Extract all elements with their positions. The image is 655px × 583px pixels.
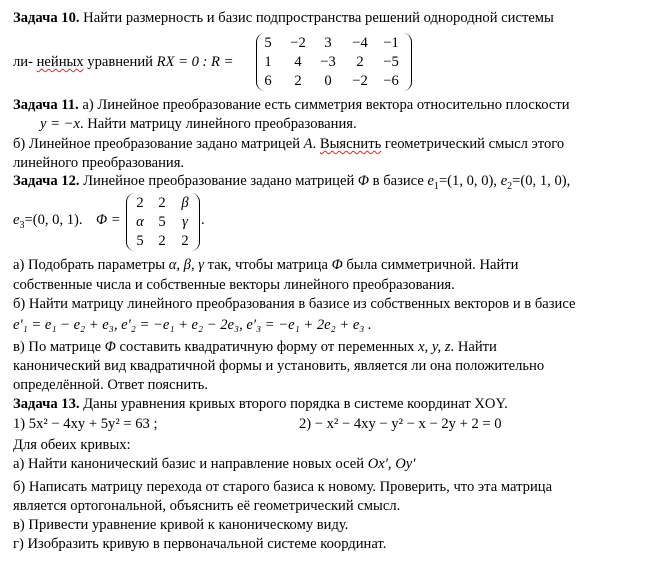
- matrix-phi: [126, 193, 200, 251]
- task10-line2: [13, 53, 233, 71]
- task11-text1: а) Линейное преобразование есть симметрия вектора относительно плоскости: [78, 97, 570, 113]
- task12-text1a: Линейное преобразование задано матрицей: [79, 173, 358, 189]
- task12-a-text1c: была симметричной. Найти: [342, 257, 519, 273]
- task12-a-line1: [13, 256, 518, 274]
- task13-both: Для обеих кривых:: [13, 437, 131, 453]
- task12-a-line2: собственные числа и собственные векторы линейного преобразования.: [13, 277, 455, 293]
- matrix-r-cell: −2: [352, 73, 368, 89]
- task12-label: Задача 12.: [13, 173, 80, 189]
- task12-e3: e: [13, 212, 20, 228]
- task12-e1: e: [427, 173, 434, 189]
- task10-label: Задача 10.: [13, 10, 80, 26]
- matrix-r-cell: 2: [356, 54, 364, 70]
- task12-e3-sub: 3: [19, 219, 25, 231]
- matrix-phi-cell: 5: [136, 233, 144, 249]
- task12-a-text1a: а) Подобрать параметры: [13, 257, 169, 273]
- task11-b-var: A: [303, 136, 313, 152]
- task12-line2: [13, 211, 83, 229]
- task11-b-line1: [13, 135, 564, 153]
- task12-b-basis: e′₁ = e₁ − e₂ + e₃, e′₂ = −e₁ + e₂ − 2e₃, e′₃ = −e₁ + 2e₂ + e₃ .: [13, 317, 372, 333]
- matrix-r-cell: 3: [324, 35, 332, 51]
- task11-b-wavy: Выяснить: [319, 136, 382, 152]
- task12-var: Φ: [357, 173, 370, 189]
- matrix-r-cell: −1: [383, 35, 399, 51]
- matrix-r-cell: 5: [264, 35, 272, 51]
- task12-text1b: в базисе: [369, 173, 428, 189]
- task12-c-line3: определённой. Ответ пояснить.: [13, 377, 208, 393]
- task13-a-line: [13, 455, 415, 473]
- matrix-r-cell: −5: [383, 54, 399, 70]
- matrix-r-cell: 6: [264, 73, 272, 89]
- task13-label: Задача 13.: [13, 396, 80, 412]
- matrix-phi-cell: 2: [158, 233, 166, 249]
- task13-a-axes: Ox′, Oy′: [367, 456, 416, 472]
- task11-label: Задача 11.: [13, 97, 79, 113]
- task12-b-line1: б) Найти матрицу линейного преобразования в базисе из собственных векторов и в базисе: [13, 296, 576, 312]
- task12-c-vars: x, y, z: [418, 339, 451, 355]
- matrix-phi-cell: β: [181, 195, 189, 211]
- task11-b-line2: линейного преобразования.: [13, 155, 185, 171]
- matrix-phi-cell: 5: [158, 214, 166, 230]
- matrix-phi-cell: γ: [182, 214, 188, 230]
- task13-b-line2: является ортогональной, объяснить её геометрический смысл.: [13, 498, 401, 514]
- matrix-r-cell: 4: [294, 54, 302, 70]
- matrix-phi-cell: α: [136, 214, 144, 230]
- matrix-r: [256, 33, 412, 91]
- task10-text2c: уравнений: [83, 54, 157, 70]
- task10-line1: [13, 9, 554, 27]
- task13-d-line: г) Изобразить кривую в первоначальной системе координат.: [13, 536, 387, 552]
- task12-c-var: Φ: [104, 339, 116, 355]
- task12-c-line2: канонический вид квадратичной формы и установить, является ли она положительно: [13, 358, 545, 374]
- task11-b-text1a: б) Линейное преобразование задано матрицей: [13, 136, 304, 152]
- task13-c-line: в) Привести уравнение кривой к каноническому виду.: [13, 517, 349, 533]
- task13-line1: [13, 395, 508, 413]
- task13-b-line1: б) Написать матрицу перехода от старого базиса к новому. Проверить, что эта матрица: [13, 479, 553, 495]
- task13-curve1: 1) 5x² − 4xy + 5y² = 63 ;: [13, 416, 158, 432]
- task12-a-params: α, β, γ: [168, 257, 204, 273]
- task12-e2: e: [500, 173, 508, 189]
- task12-e2-val: =(0, 1, 0),: [512, 173, 571, 189]
- matrix-r-cell: −4: [352, 35, 368, 51]
- task12-phi-eq: Φ =: [96, 212, 121, 228]
- matrix-phi-cell: 2: [136, 195, 144, 211]
- matrix-r-cell: 1: [264, 54, 272, 70]
- matrix-r-cell: 0: [324, 73, 332, 89]
- task12-c-text1c: . Найти: [450, 339, 497, 355]
- task12-e3-val: =(0, 0, 1).: [24, 212, 83, 228]
- matrix-r-cell: −6: [383, 73, 399, 89]
- task10-equation: RX = 0 : R =: [156, 54, 234, 70]
- task11-b-text1b: .: [312, 136, 320, 152]
- matrix-phi-cell: 2: [158, 195, 166, 211]
- task12-e2-sub: 2: [507, 180, 513, 192]
- matrix-r-cell: −2: [290, 35, 306, 51]
- task11-plane: y = −x: [40, 116, 80, 132]
- matrix-r-cell: 2: [294, 73, 302, 89]
- task12-c-text1a: в) По матрице: [13, 339, 105, 355]
- task12-e1-sub: 1: [433, 180, 439, 192]
- task12-a-text1b: так, чтобы матрица: [204, 257, 332, 273]
- task12-period: .: [201, 212, 205, 228]
- task12-line1: [13, 172, 570, 190]
- task10-text1: Найти размерность и базис подпространства решений однородной системы: [83, 10, 554, 26]
- task12-a-var: Φ: [331, 257, 343, 273]
- matrix-phi-cell: 2: [181, 233, 189, 249]
- task10-text2a: ли-: [13, 54, 37, 70]
- matrix-r-cell: −3: [320, 54, 336, 70]
- task12-e1-val: =(1, 0, 0),: [438, 173, 501, 189]
- task11-line2: [40, 115, 357, 133]
- task12-c-text1b: составить квадратичную форму от переменных: [115, 339, 419, 355]
- task10-text2b: нейных: [36, 54, 84, 70]
- task11-line1: [13, 96, 570, 114]
- task13-a-text: а) Найти канонический базис и направление новых осей: [13, 456, 368, 472]
- task13-text1: Даны уравнения кривых второго порядка в системе координат XOY.: [79, 396, 508, 412]
- task13-curve2: 2) − x² − 4xy − y² − x − 2y + 2 = 0: [299, 416, 502, 432]
- task12-c-line1: [13, 338, 497, 356]
- task11-text2: . Найти матрицу линейного преобразования.: [79, 116, 357, 132]
- task11-b-text1c: геометрический смысл этого: [381, 136, 565, 152]
